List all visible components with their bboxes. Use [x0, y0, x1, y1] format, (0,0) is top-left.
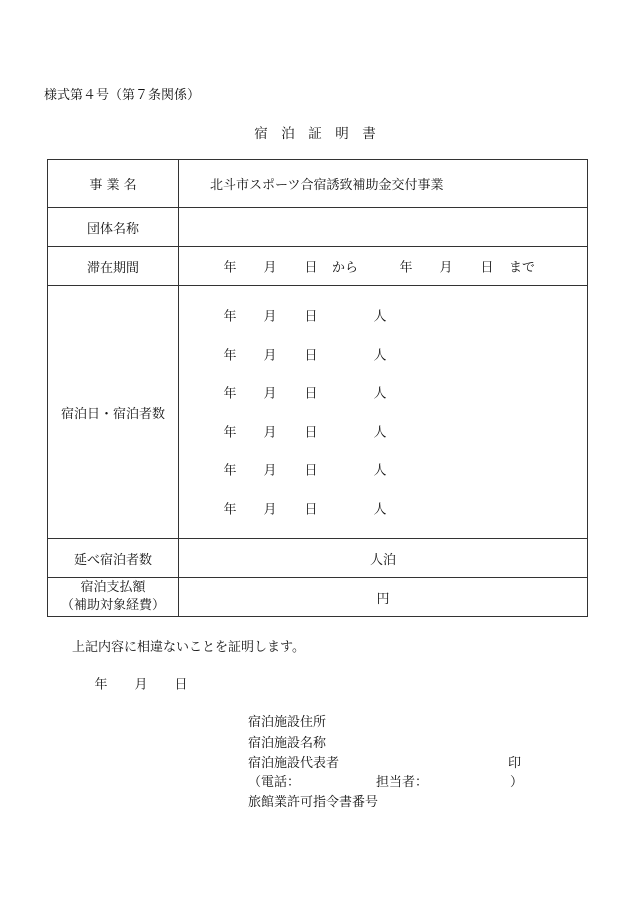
until-text: まで [508, 260, 536, 276]
phone-close: ） [510, 775, 524, 790]
stay-period-label: 滞在期間 [48, 247, 179, 286]
date-year: 年 [94, 677, 108, 693]
lodging-month: 月 [263, 386, 277, 402]
date-line [0, 674, 630, 692]
phone-label: （電話： [248, 775, 301, 790]
payment-label-line1: 宿泊支払額 [80, 580, 146, 595]
lodging-people: 人 [373, 348, 387, 364]
lodging-value [179, 286, 588, 539]
lodging-date-row [179, 459, 587, 479]
lodging-day: 日 [304, 502, 318, 518]
end-month: 月 [439, 260, 453, 276]
lodging-day: 日 [304, 386, 318, 402]
lodging-people: 人 [373, 463, 387, 479]
lodging-people: 人 [373, 309, 387, 325]
lodging-date-row [179, 344, 587, 364]
facility-name-label: 宿泊施設名称 [248, 736, 327, 751]
lodging-day: 日 [304, 309, 318, 325]
lodging-day: 日 [304, 348, 318, 364]
lodging-date-row [179, 305, 587, 325]
lodging-day: 日 [304, 463, 318, 479]
stay-period-row [48, 247, 588, 286]
business-name-value: 北斗市スポーツ合宿誘致補助金交付事業 [179, 160, 588, 208]
lodging-year: 年 [223, 309, 237, 325]
facility-address-label: 宿泊施設住所 [248, 715, 327, 730]
form-number: 様式第４号（第７条関係） [44, 88, 201, 103]
certificate-table [47, 159, 588, 617]
group-name-label: 団体名称 [48, 208, 179, 247]
payment-label-line2: （補助対象経費） [60, 598, 165, 613]
total-guests-label: 延べ宿泊者数 [48, 539, 179, 578]
lodging-year: 年 [223, 425, 237, 441]
contact-label: 担当者： [376, 775, 429, 790]
lodging-month: 月 [263, 502, 277, 518]
stay-period-value [179, 247, 588, 286]
lodging-people: 人 [373, 502, 387, 518]
date-day: 日 [174, 677, 188, 693]
lodging-month: 月 [263, 425, 277, 441]
lodging-date-row [179, 498, 587, 518]
lodging-people: 人 [373, 425, 387, 441]
start-day: 日 [304, 260, 318, 276]
lodging-row [48, 286, 588, 539]
document-title: 宿 泊 証 明 書 [254, 126, 376, 142]
group-name-row [48, 208, 588, 247]
group-name-field [179, 208, 588, 247]
lodging-year: 年 [223, 348, 237, 364]
lodging-day: 日 [304, 425, 318, 441]
lodging-date-row [179, 382, 587, 402]
lodging-year: 年 [223, 463, 237, 479]
lodging-month: 月 [263, 309, 277, 325]
certification-text: 上記内容に相違ないことを証明します。 [72, 640, 305, 655]
from-text: から [331, 260, 359, 276]
facility-rep-label: 宿泊施設代表者 [248, 756, 340, 771]
end-year: 年 [399, 260, 413, 276]
date-month: 月 [134, 677, 148, 693]
lodging-year: 年 [223, 502, 237, 518]
payment-unit: 円 [179, 578, 588, 617]
lodging-date-row [179, 421, 587, 441]
license-number-label: 旅館業許可指令書番号 [248, 795, 379, 810]
seal-mark: 印 [508, 756, 522, 771]
start-year: 年 [223, 260, 237, 276]
lodging-month: 月 [263, 463, 277, 479]
total-guests-unit: 人泊 [179, 539, 588, 578]
lodging-year: 年 [223, 386, 237, 402]
business-name-row [48, 160, 588, 208]
lodging-label: 宿泊日・宿泊者数 [48, 286, 179, 539]
end-day: 日 [480, 260, 494, 276]
payment-label [48, 578, 179, 617]
payment-row [48, 578, 588, 617]
total-guests-row [48, 539, 588, 578]
business-name-label: 事 業 名 [48, 160, 179, 208]
lodging-month: 月 [263, 348, 277, 364]
lodging-people: 人 [373, 386, 387, 402]
start-month: 月 [263, 260, 277, 276]
